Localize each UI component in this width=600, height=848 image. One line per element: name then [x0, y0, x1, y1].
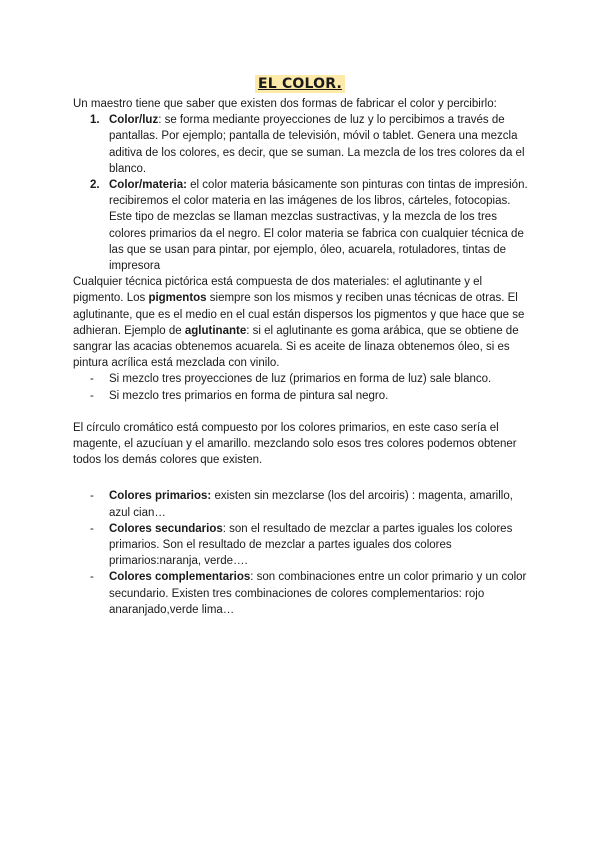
intro-paragraph: Un maestro tiene que saber que existen dos formas de fabricar el color y percibirlo: [73, 98, 497, 110]
color-types-list [73, 488, 533, 618]
list-item-complementarios [73, 569, 533, 618]
term-primarios: Colores primarios: [109, 490, 212, 503]
dash-bullet: - [90, 522, 94, 535]
term-secundarios: Colores secundarios [109, 522, 223, 535]
term-color-luz: Color/luz [109, 114, 159, 127]
text-run: Cualquier técnica pictórica está compuesta de dos materiales: el aglutinante y el pigmento. Los [73, 276, 483, 305]
paragraph-materials [73, 274, 533, 371]
list-item-primarios [73, 488, 533, 520]
page-title: EL COLOR. [255, 75, 345, 93]
term-aglutinante: aglutinante [184, 324, 247, 337]
spacer [73, 404, 533, 420]
desc-complementarios: : son combinaciones entre un color primario y un color secundario. Existen tres combinaciones de colores complementarios: rojo anaranjado,verde lima… [109, 571, 527, 616]
desc-color-materia: el color materia básicamente son pinturas con tintas de impresión. recibiremos el color materia en las imágenes de los libros, cárteles, fotocopias. Este tipo de mezclas se llaman mezclas sustractivas, y la mezcla de los tres colores primarios da el negro. El color materia se fabrica con cualquier técnica de las que se usan para pintar, por ejemplo, óleo, acuarela, rotuladores, tintas de impresora [109, 179, 528, 273]
desc-primarios: existen sin mezclarse (los del arcoiris) : magenta, amarillo, azul cian… [109, 490, 513, 519]
list-item [73, 388, 533, 404]
document-body [73, 96, 533, 618]
mix-list [73, 371, 533, 403]
list-item-text: Si mezclo tres proyecciones de luz (primarios en forma de luz) sale blanco. [109, 373, 492, 386]
text-run: : si el aglutinante es goma arábica, que se obtiene de sangrar las acacias obtenemos acuarela. Si es aceite de linaza obtenemos óleo, si es pintura acrílica está mezclada con vinilo. [73, 324, 519, 370]
text-run: siempre son los mismos y reciben unas técnicas de otras. El aglutinante, que es el medio en el cual están dispersos los pigmentos y que hace que se adhieran. Ejemplo de [73, 292, 525, 337]
term-color-materia: Color/materia: [109, 179, 187, 192]
list-item-secundarios [73, 521, 533, 570]
title-container [0, 75, 600, 93]
paragraph-color-wheel: El círculo cromático está compuesto por los colores primarios, en este caso sería el magente, el azucíuan y el amarillo. mezclando solo esos tres colores podemos obtener todos los demás colores que existen. [73, 421, 517, 467]
numbered-list [73, 112, 533, 274]
desc-color-luz: : se forma mediante proyecciones de luz y lo percibimos a través de pantallas. Por ejemplo; pantalla de televisión, móvil o tablet. Genera una mezcla aditiva de los colores, es decir, que se suman. La mezcla de los tres colores da el blanco. [109, 114, 525, 175]
list-item [73, 371, 533, 387]
list-item-text: Si mezclo tres primarios en forma de pintura sal negro. [109, 389, 389, 402]
list-number: 2. [90, 179, 100, 192]
dash-bullet: - [90, 389, 94, 402]
dash-bullet: - [90, 571, 94, 584]
list-item-color-materia [73, 177, 533, 274]
desc-secundarios: : son el resultado de mezclar a partes iguales los colores primarios. Son el resultado de mezclar a partes iguales dos colores primarios:naranja, verde…. [109, 522, 513, 568]
dash-bullet: - [90, 490, 94, 503]
dash-bullet: - [90, 373, 94, 386]
spacer [73, 468, 533, 488]
list-number: 1. [90, 114, 100, 127]
term-complementarios: Colores complementarios [109, 571, 251, 584]
term-pigmentos: pigmentos [148, 292, 207, 305]
list-item-color-luz [73, 112, 533, 177]
